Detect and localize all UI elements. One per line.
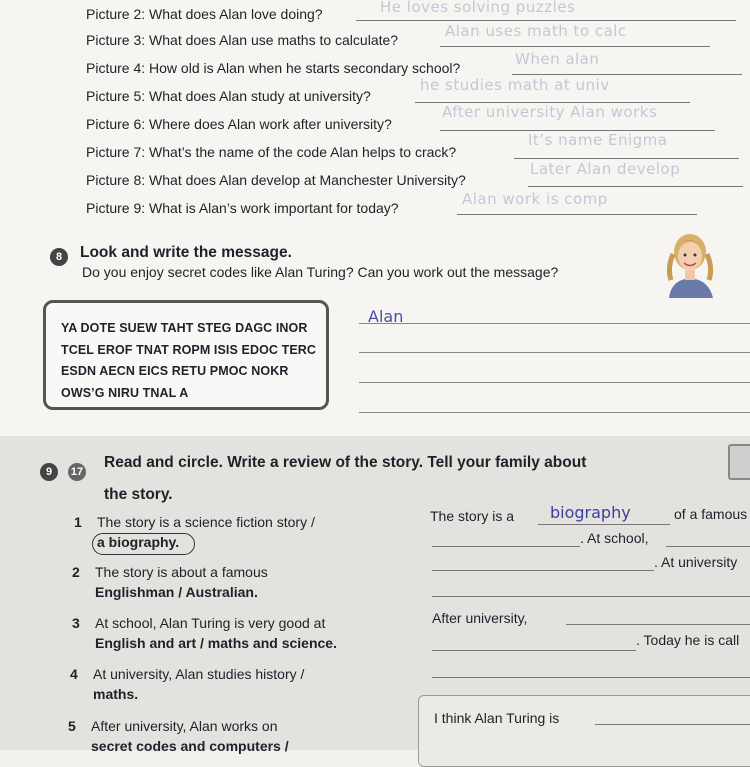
section-9-title-cont: the story. [104, 486, 173, 503]
review-blank-5[interactable] [432, 596, 750, 597]
code-line-4: OWS’G NIRU TNAL A [61, 386, 189, 400]
secret-code-box [43, 300, 329, 410]
handwritten-answer: Alan work is comp [462, 190, 608, 208]
answer-line[interactable] [514, 158, 739, 159]
review-line-1-end: of a famous [674, 506, 748, 522]
review-blank-8[interactable] [432, 677, 750, 678]
audio-track-icon: 17 [68, 463, 86, 481]
handwritten-answer: He loves solving puzzles [380, 0, 576, 16]
question-picture-6: Picture 6: Where does Alan work after university? [86, 116, 392, 132]
review-line-3: . At university [654, 554, 738, 570]
laptop-icon [728, 444, 750, 480]
handwritten-answer: After university Alan works [442, 103, 658, 121]
code-line-2: TCEL EROF TNAT ROPM ISIS EDOC TERC [61, 343, 317, 357]
message-line-1[interactable] [359, 323, 750, 324]
code-line-1: YA DOTE SUEW TAHT STEG DAGC INOR [61, 321, 308, 335]
question-picture-3: Picture 3: What does Alan use maths to calculate? [86, 32, 399, 48]
review-blank-3[interactable] [666, 546, 750, 547]
question-picture-5: Picture 5: What does Alan study at university? [86, 88, 371, 104]
section-8-title: Look and write the message. [80, 244, 292, 261]
message-line-4[interactable] [359, 412, 750, 413]
circled-answer-mark [92, 533, 195, 555]
code-line-3: ESDN AECN EICS RETU PMOC NOKR [61, 364, 289, 378]
section-9-number: 9 [40, 463, 58, 481]
handwritten-answer: he studies math at univ [420, 76, 610, 94]
answer-line[interactable] [512, 74, 742, 75]
review-handwritten-answer: biography [550, 503, 631, 522]
section-8-instructions: Do you enjoy secret codes like Alan Turing? Can you work out the message? [82, 264, 559, 280]
opinion-box [418, 695, 750, 767]
review-blank-7[interactable] [432, 650, 636, 651]
message-answer-handwritten: Alan [368, 307, 404, 326]
answer-line[interactable] [457, 214, 697, 215]
question-picture-4: Picture 4: How old is Alan when he starts secondary school? [86, 60, 461, 76]
handwritten-answer: Alan uses math to calc [445, 22, 627, 40]
question-picture-7: Picture 7: What’s the name of the code Alan helps to crack? [86, 144, 457, 160]
handwritten-answer: Later Alan develop [530, 160, 681, 178]
girl-illustration [655, 228, 725, 298]
answer-line[interactable] [440, 46, 710, 47]
review-line-2: . At school, [580, 530, 649, 546]
answer-line[interactable] [528, 186, 743, 187]
question-picture-2: Picture 2: What does Alan love doing? [86, 6, 323, 22]
handwritten-answer: When alan [515, 50, 600, 68]
review-line-6: I think Alan Turing is [434, 710, 560, 726]
review-blank-1[interactable] [538, 524, 670, 525]
section-9-title: Read and circle. Write a review of the story. Tell your family about [104, 454, 587, 471]
handwritten-answer: It’s name Enigma [528, 131, 668, 149]
message-line-2[interactable] [359, 352, 750, 353]
message-line-3[interactable] [359, 382, 750, 383]
question-picture-9: Picture 9: What is Alan’s work important for today? [86, 200, 399, 216]
review-blank-4[interactable] [432, 570, 654, 571]
question-picture-8: Picture 8: What does Alan develop at Manchester University? [86, 172, 466, 188]
section-8-number: 8 [50, 248, 68, 266]
review-blank-2[interactable] [432, 546, 580, 547]
answer-line[interactable] [356, 20, 736, 21]
review-blank-9[interactable] [595, 724, 750, 725]
review-line-1-start: The story is a [430, 508, 515, 524]
review-line-4: After university, [432, 610, 528, 626]
review-line-5: . Today he is call [636, 632, 740, 648]
review-blank-6[interactable] [566, 624, 750, 625]
